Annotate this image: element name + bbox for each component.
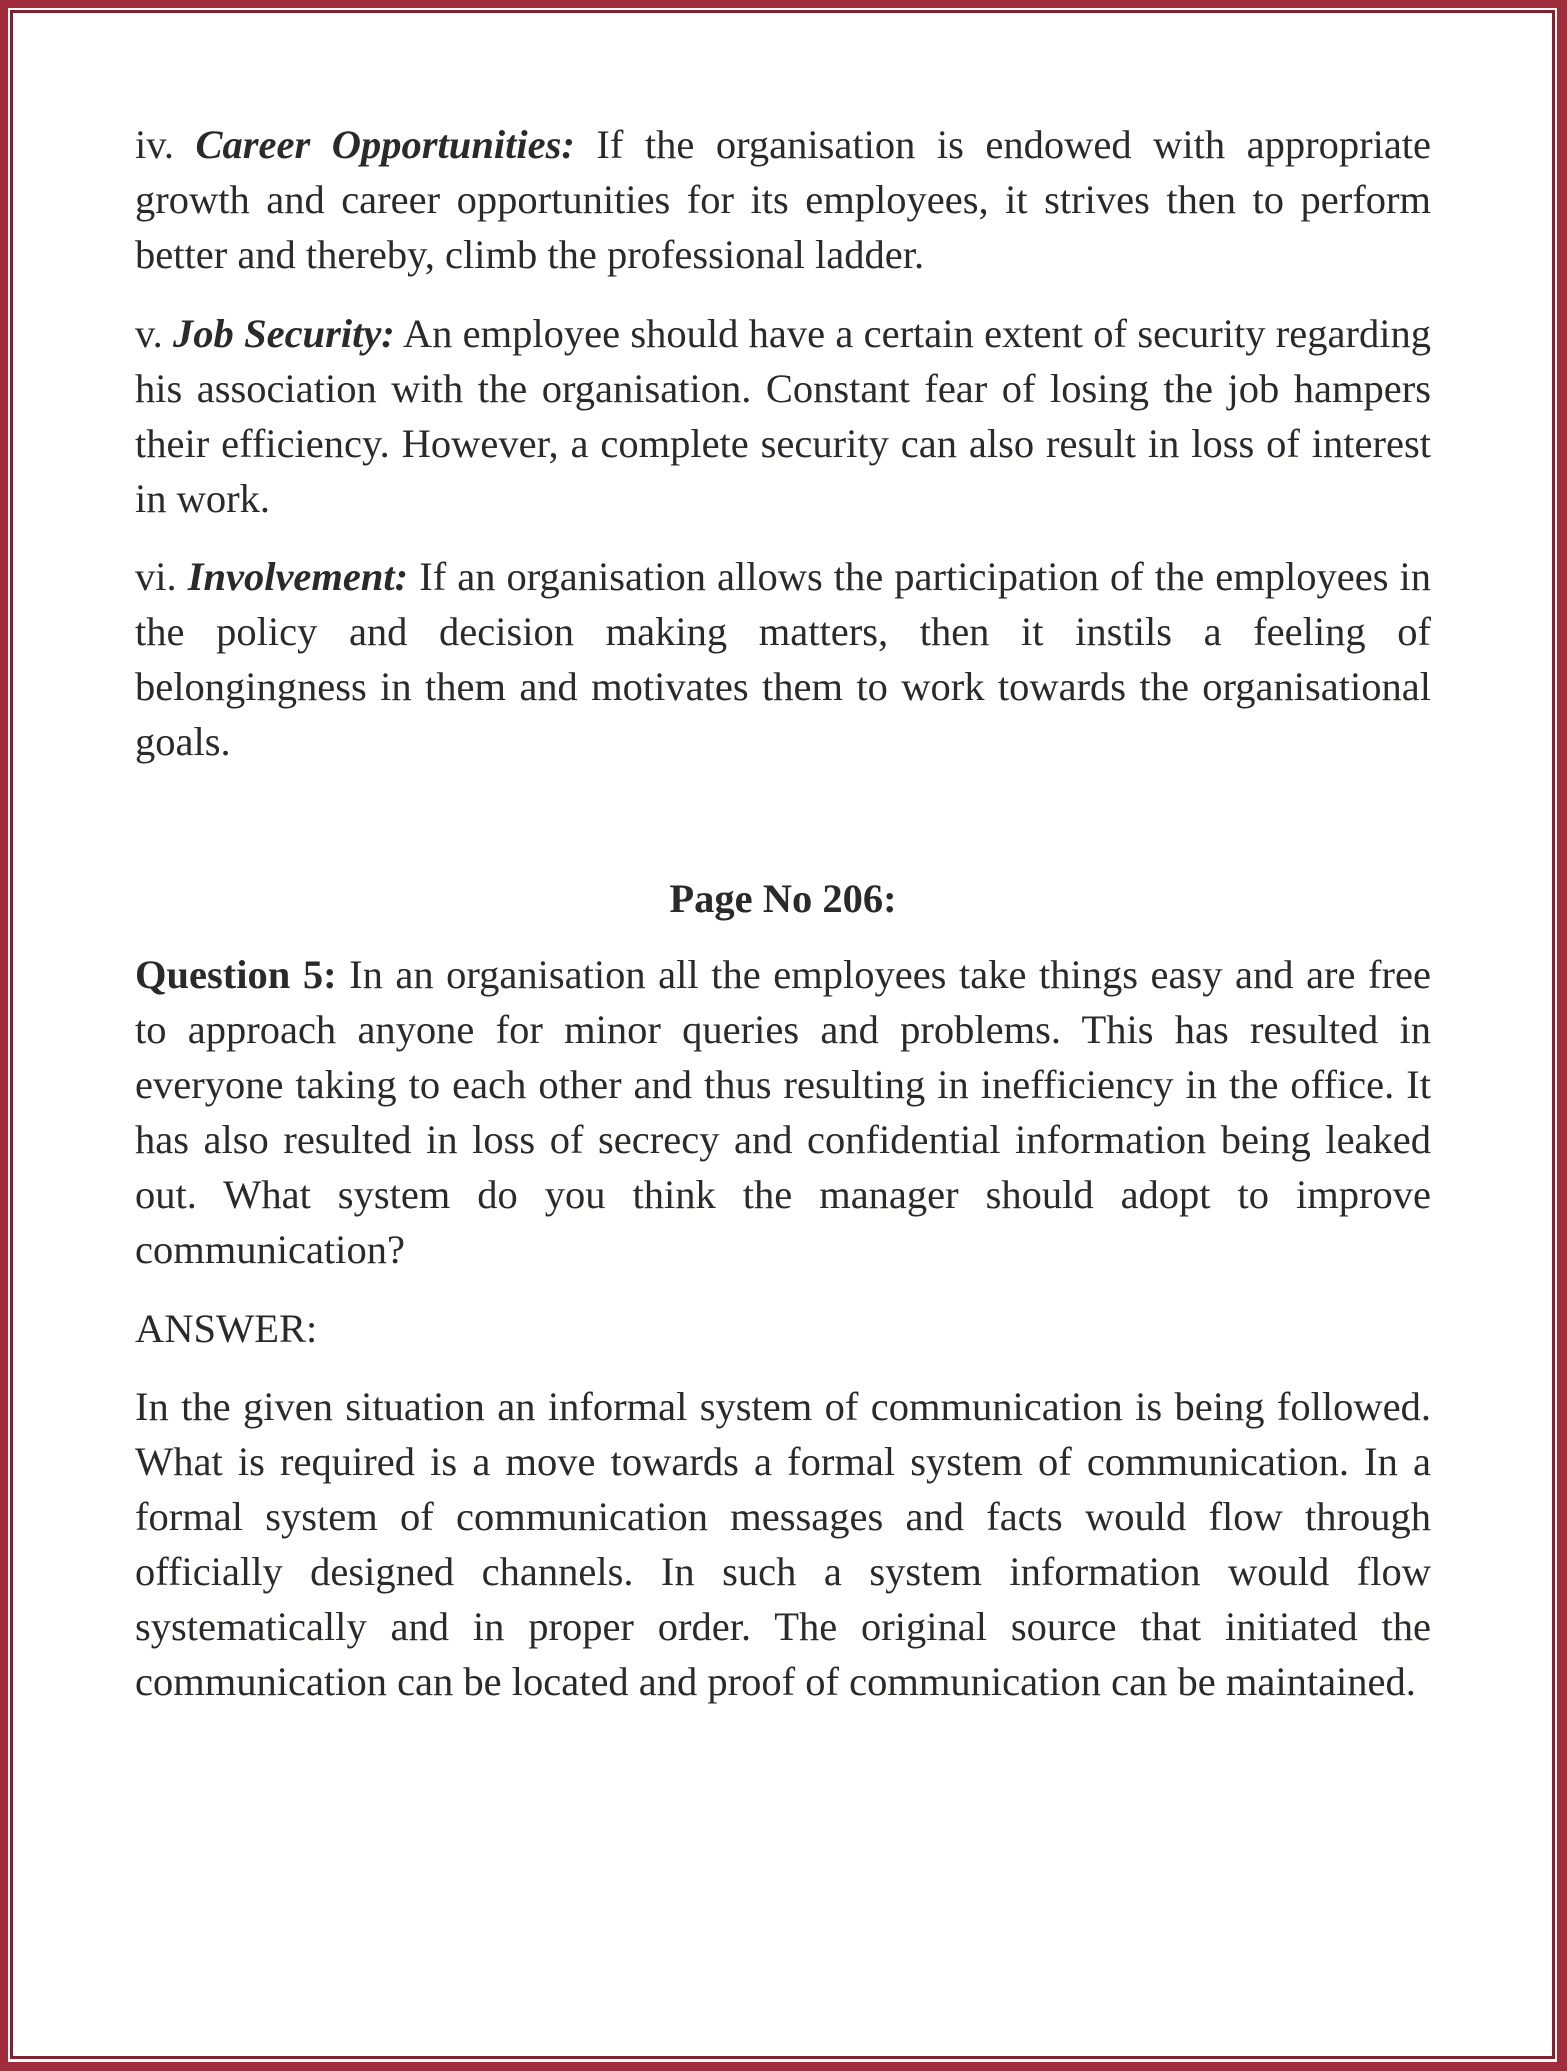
point-text: If the organisation is endowed with appropriate growth and career opportunities for its employees, it strives then to perform better and thereby, climb the professional ladder.: [135, 122, 1432, 277]
point-term: Career Opportunities:: [195, 122, 575, 167]
page-heading: Page No 206:: [669, 876, 897, 921]
question-label: Question 5:: [135, 952, 337, 997]
point-text: If an organisation allows the participation of the employees in the policy and decision making matters, then it instils a feeling of belongingness in them and motivates them to work towards the organisational goals.: [135, 554, 1432, 764]
point-term: Job Security:: [173, 311, 395, 356]
question-text: In an organisation all the employees take things easy and are free to approach anyone for minor queries and problems. This has resulted in everyone taking to each other and thus resulting in inefficiency in the office. It has also resulted in loss of secrecy and confidential information being leaked out. What system do you think the manager should adopt to improve communication?: [135, 952, 1431, 1272]
point-job-security: [135, 306, 1431, 526]
answer-text: In the given situation an informal system of communication is being followed. What is required is a move towards a formal system of communication. In a formal system of communication messages and facts would flow through officially designed channels. In such a system information would flow systematically and in proper order. The original source that initiated the communication can be located and proof of communication can be maintained.: [135, 1384, 1431, 1704]
question-5: [135, 947, 1431, 1277]
point-numeral: v.: [135, 311, 163, 356]
point-career-opportunities: [135, 117, 1431, 282]
point-involvement: [135, 549, 1431, 769]
answer-label: ANSWER:: [135, 1306, 318, 1351]
point-numeral: vi.: [135, 554, 177, 599]
point-text: An employee should have a certain extent of security regarding his association with the organisation. Constant fear of losing the job hampers their efficiency. However, a complete security can also result in loss of interest in work.: [135, 311, 1431, 521]
point-term: Involvement:: [187, 554, 409, 599]
point-numeral: iv.: [135, 122, 174, 167]
